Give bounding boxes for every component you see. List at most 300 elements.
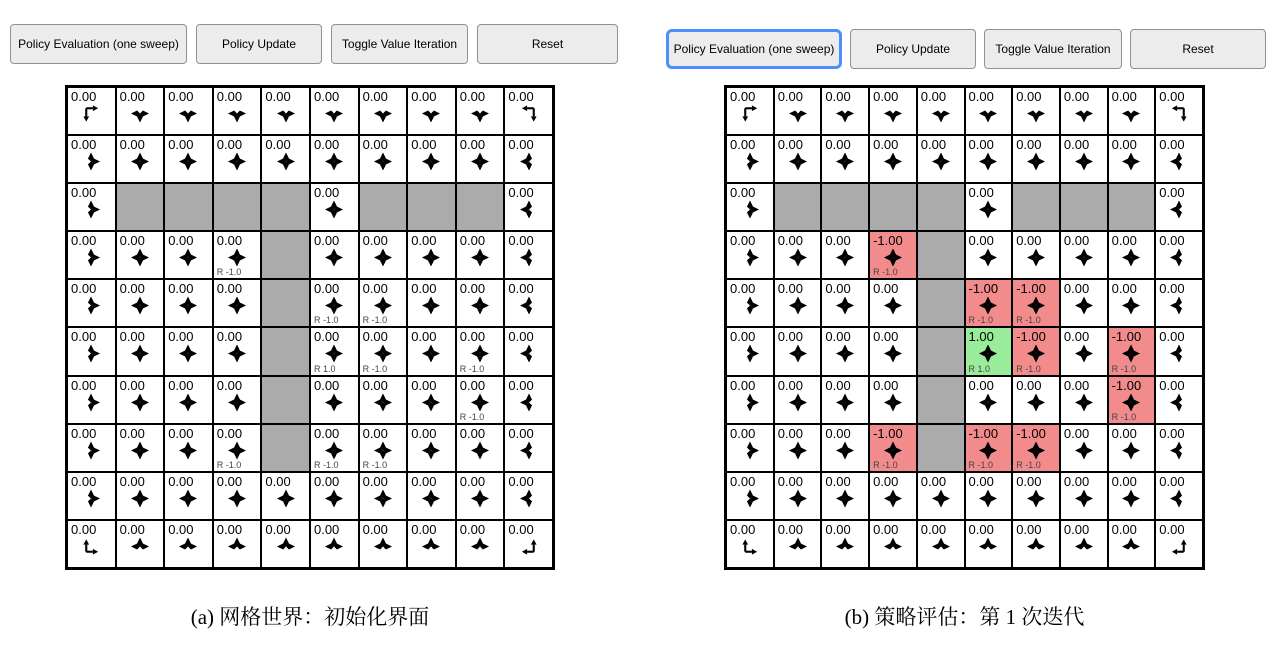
grid-cell [359, 87, 408, 135]
cell-value: 0.00 [216, 281, 243, 297]
grid-cell [456, 135, 505, 183]
policy-arrows-icon [325, 441, 344, 460]
grid-cell [213, 279, 262, 327]
grid-cell [1155, 520, 1203, 568]
policy-arrows-icon [519, 537, 538, 556]
policy-arrows-icon [1170, 104, 1189, 123]
cell-value: 0.00 [873, 377, 899, 393]
grid-cell [965, 327, 1013, 375]
cell-value: 0.00 [1063, 89, 1090, 104]
policy-arrows-icon [325, 296, 344, 315]
cell-reward-label: R -1.0 [968, 315, 994, 326]
cell-value: 0.00 [730, 473, 756, 489]
cell-value: 0.00 [1111, 281, 1137, 297]
grid-cell [164, 520, 213, 568]
policy-arrows-icon [519, 489, 538, 508]
grid-cell [504, 472, 553, 520]
grid-cell [359, 472, 408, 520]
policy-arrows-icon [931, 104, 950, 123]
cell-value: 0.00 [71, 425, 97, 441]
grid-cell [774, 87, 822, 135]
grid-cell [1012, 424, 1060, 472]
policy-arrows-icon [228, 248, 247, 267]
grid-cell [213, 327, 262, 375]
cell-value: 0.00 [216, 89, 243, 104]
policy-arrows-icon [179, 296, 198, 315]
cell-value: -1.00 [968, 425, 999, 441]
grid-cell [726, 327, 774, 375]
caption-a: (a) 网格世界：初始化界面 [190, 605, 430, 629]
policy-arrows-icon [276, 104, 295, 123]
wall-cell [917, 424, 965, 472]
policy-arrows-icon [519, 393, 538, 412]
grid-cell [504, 135, 553, 183]
cell-value: 0.00 [730, 521, 756, 537]
policy-arrows-icon [740, 441, 759, 460]
grid-cell [116, 87, 165, 135]
policy-arrows-icon [1074, 152, 1093, 171]
cell-value: 0.00 [411, 425, 437, 441]
grid-cell [1012, 279, 1060, 327]
cell-value: 0.00 [119, 473, 145, 489]
cell-value: 0.00 [730, 425, 756, 441]
cell-value: 0.00 [825, 89, 851, 104]
grid-cell [821, 424, 869, 472]
policy-arrows-icon [1027, 296, 1046, 315]
cell-value: 0.00 [411, 281, 437, 297]
grid-cell [213, 87, 262, 135]
grid-cell [869, 520, 917, 568]
wall-cell [917, 327, 965, 375]
grid-cell [917, 87, 965, 135]
cell-value: 0.00 [216, 473, 243, 489]
policy-arrows-icon [1122, 104, 1141, 123]
cell-value: 0.00 [362, 377, 388, 393]
grid-cell [1060, 424, 1108, 472]
grid-cell [164, 424, 213, 472]
grid-cell [726, 376, 774, 424]
policy-arrows-icon [228, 393, 247, 412]
policy-arrows-icon [179, 393, 198, 412]
cell-value: 0.00 [362, 233, 388, 249]
cell-value: -1.00 [1016, 425, 1046, 441]
policy-arrows-icon [1170, 200, 1189, 219]
grid-cell [1108, 520, 1156, 568]
grid-cell [1012, 327, 1060, 375]
cell-value: 0.00 [411, 377, 437, 393]
policy-arrows-icon [883, 296, 902, 315]
cell-value: 0.00 [508, 89, 534, 104]
cell-value: 0.00 [1159, 377, 1185, 393]
wall-cell [213, 183, 262, 231]
wall-cell [407, 183, 456, 231]
cell-value: 0.00 [873, 521, 899, 537]
cell-reward-label: R 1.0 [968, 363, 991, 374]
grid-cell [116, 520, 165, 568]
cell-value: 0.00 [508, 329, 534, 345]
policy-arrows-icon [931, 489, 950, 508]
toggle-value-iteration-button-a[interactable]: Toggle Value Iteration [331, 24, 468, 64]
policy-arrows-icon [471, 104, 490, 123]
grid-cell [504, 183, 553, 231]
grid-cell [726, 135, 774, 183]
grid-cell [1108, 327, 1156, 375]
policy-arrows-icon [788, 104, 807, 123]
cell-value: 0.00 [825, 377, 851, 393]
policy-arrows-icon [1074, 248, 1093, 267]
policy-arrows-icon [82, 441, 101, 460]
policy-arrows-icon [82, 104, 101, 123]
policy-arrows-icon [1122, 537, 1141, 556]
policy-arrows-icon [82, 537, 101, 556]
cell-value: 0.00 [119, 89, 145, 104]
grid-cell [504, 520, 553, 568]
cell-value: 0.00 [313, 425, 340, 441]
grid-cell [164, 135, 213, 183]
wall-cell [1108, 183, 1156, 231]
cell-value: 0.00 [777, 521, 803, 537]
grid-cell [1060, 472, 1108, 520]
policy-arrows-icon [471, 393, 490, 412]
policy-arrows-icon [1170, 489, 1189, 508]
grid-cell [116, 424, 165, 472]
policy-arrows-icon [979, 248, 998, 267]
wall-cell [261, 327, 310, 375]
policy-arrows-icon [836, 441, 855, 460]
cell-value: 0.00 [968, 377, 994, 393]
cell-value: -1.00 [968, 281, 999, 297]
cell-value: 0.00 [1111, 233, 1137, 249]
reset-button-a[interactable]: Reset [477, 24, 618, 64]
grid-cell [774, 231, 822, 279]
policy-arrows-icon [422, 104, 441, 123]
policy-arrows-icon [471, 296, 490, 315]
policy-arrows-icon [519, 104, 538, 123]
grid-cell [965, 183, 1013, 231]
cell-value: 0.00 [1159, 185, 1185, 201]
policy-arrows-icon [1170, 248, 1189, 267]
cell-value: 0.00 [777, 89, 803, 104]
grid-cell [1108, 472, 1156, 520]
policy-arrows-icon [1027, 152, 1046, 171]
cell-value: 0.00 [920, 89, 947, 104]
cell-value: 0.00 [265, 521, 291, 537]
cell-value: 0.00 [411, 233, 437, 249]
grid-cell [504, 424, 553, 472]
grid-cell [1155, 376, 1203, 424]
grid-cell [869, 472, 917, 520]
cell-value: 0.00 [71, 233, 97, 249]
policy-arrows-icon [519, 248, 538, 267]
cell-value: 0.00 [1016, 233, 1042, 249]
grid-cell [310, 279, 359, 327]
policy-arrows-icon [373, 441, 392, 460]
policy-arrows-icon [130, 441, 149, 460]
cell-value: 0.00 [313, 89, 340, 104]
grid-cell [1012, 376, 1060, 424]
policy-arrows-icon [788, 344, 807, 363]
grid-cell [67, 183, 116, 231]
grid-cell [407, 472, 456, 520]
grid-cell [774, 472, 822, 520]
grid-cell [456, 87, 505, 135]
grid-cell [407, 279, 456, 327]
cell-value: 0.00 [459, 473, 486, 489]
grid-cell [1012, 231, 1060, 279]
grid-cell [1155, 183, 1203, 231]
cell-value: 0.00 [1063, 473, 1090, 489]
wall-cell [359, 183, 408, 231]
cell-value: 0.00 [873, 473, 899, 489]
policy-arrows-icon [1170, 537, 1189, 556]
cell-value: 0.00 [1016, 377, 1042, 393]
cell-value: 0.00 [168, 377, 194, 393]
policy-arrows-icon [422, 441, 441, 460]
policy-arrows-icon [1074, 344, 1093, 363]
cell-value: 0.00 [1111, 89, 1137, 104]
cell-value: 0.00 [459, 521, 486, 537]
policy-arrows-icon [471, 344, 490, 363]
wall-cell [869, 183, 917, 231]
grid-cell [310, 135, 359, 183]
cell-value: 0.00 [777, 473, 803, 489]
cell-value: 0.00 [119, 521, 145, 537]
policy-arrows-icon [1074, 441, 1093, 460]
grid-cell [1108, 231, 1156, 279]
cell-value: 0.00 [777, 377, 803, 393]
cell-value: 0.00 [459, 377, 486, 393]
grid-cell [456, 472, 505, 520]
grid-cell [164, 376, 213, 424]
cell-value: 0.00 [968, 521, 994, 537]
cell-value: 0.00 [119, 233, 145, 249]
grid-cell [1108, 279, 1156, 327]
grid-cell [965, 520, 1013, 568]
cell-value: 0.00 [968, 89, 994, 104]
policy-evaluation-button-a[interactable]: Policy Evaluation (one sweep) [10, 24, 187, 64]
grid-cell [1012, 520, 1060, 568]
grid-cell [774, 135, 822, 183]
policy-arrows-icon [740, 489, 759, 508]
grid-cell [116, 472, 165, 520]
cell-value: 0.00 [168, 137, 194, 153]
grid-cell [261, 87, 310, 135]
cell-value: 0.00 [730, 329, 756, 345]
policy-arrows-icon [519, 296, 538, 315]
policy-arrows-icon [1170, 296, 1189, 315]
policy-arrows-icon [471, 537, 490, 556]
cell-value: 0.00 [730, 281, 756, 297]
cell-reward-label: R -1.0 [216, 459, 242, 470]
grid-cell [965, 231, 1013, 279]
policy-arrows-icon [373, 152, 392, 171]
grid-cell [1060, 135, 1108, 183]
cell-value: 0.00 [730, 185, 756, 201]
cell-value: 0.00 [968, 233, 994, 249]
reset-button-b[interactable]: Reset [1130, 29, 1266, 69]
cell-value: 0.00 [825, 329, 851, 345]
cell-value: 0.00 [825, 521, 851, 537]
cell-value: 0.00 [777, 137, 803, 153]
policy-arrows-icon [836, 393, 855, 412]
policy-arrows-icon [373, 248, 392, 267]
policy-arrows-icon [1122, 393, 1141, 412]
grid-cell [1060, 87, 1108, 135]
policy-arrows-icon [325, 344, 344, 363]
grid-cell [1108, 424, 1156, 472]
grid-cell [1155, 87, 1203, 135]
policy-arrows-icon [130, 248, 149, 267]
policy-arrows-icon [325, 248, 344, 267]
cell-value: 0.00 [168, 89, 194, 104]
policy-arrows-icon [979, 152, 998, 171]
grid-cell [359, 376, 408, 424]
policy-arrows-icon [836, 296, 855, 315]
caption-b: (b) 策略评估：第 1 次迭代 [844, 605, 1085, 629]
grid-cell [261, 520, 310, 568]
policy-arrows-icon [519, 344, 538, 363]
policy-arrows-icon [276, 489, 295, 508]
cell-value: 0.00 [920, 473, 947, 489]
cell-value: 0.00 [825, 425, 851, 441]
grid-cell [1012, 472, 1060, 520]
grid-cell [407, 327, 456, 375]
grid-cell [869, 279, 917, 327]
cell-value: 0.00 [216, 377, 243, 393]
cell-reward-label: R -1.0 [873, 267, 898, 278]
grid-cell [359, 520, 408, 568]
cell-value: 0.00 [411, 329, 437, 345]
grid-cell [164, 327, 213, 375]
policy-arrows-icon [82, 200, 101, 219]
policy-arrows-icon [373, 393, 392, 412]
cell-value: 0.00 [313, 185, 340, 201]
policy-arrows-icon [788, 537, 807, 556]
policy-arrows-icon [883, 152, 902, 171]
policy-arrows-icon [979, 104, 998, 123]
cell-value: 0.00 [459, 137, 486, 153]
policy-arrows-icon [82, 393, 101, 412]
grid-cell [407, 231, 456, 279]
policy-arrows-icon [325, 200, 344, 219]
grid-cell [164, 279, 213, 327]
grid-cell [1155, 424, 1203, 472]
cell-value: 0.00 [119, 377, 145, 393]
cell-value: 0.00 [71, 281, 97, 297]
cell-reward-label: R -1.0 [362, 363, 388, 374]
cell-value: 0.00 [1063, 377, 1090, 393]
cell-value: 0.00 [825, 473, 851, 489]
wall-cell [261, 279, 310, 327]
grid-cell [774, 424, 822, 472]
cell-value: 0.00 [71, 89, 97, 104]
policy-arrows-icon [740, 393, 759, 412]
cell-value: 0.00 [411, 89, 437, 104]
policy-arrows-icon [130, 104, 149, 123]
cell-value: -1.00 [1016, 281, 1046, 297]
grid-cell [504, 376, 553, 424]
policy-arrows-icon [82, 489, 101, 508]
policy-arrows-icon [740, 537, 759, 556]
cell-reward-label: R -1.0 [968, 459, 994, 470]
grid-cell [1012, 135, 1060, 183]
cell-value: 0.00 [508, 425, 534, 441]
policy-arrows-icon [979, 537, 998, 556]
policy-arrows-icon [422, 393, 441, 412]
cell-value: 0.00 [1159, 521, 1185, 537]
policy-arrows-icon [373, 537, 392, 556]
grid-cell [726, 472, 774, 520]
cell-value: 0.00 [119, 329, 145, 345]
cell-reward-label: R -1.0 [362, 459, 388, 470]
cell-value: 0.00 [968, 137, 994, 153]
cell-value: 0.00 [119, 425, 145, 441]
grid-cell [310, 520, 359, 568]
cell-value: 0.00 [1063, 425, 1090, 441]
policy-arrows-icon [1074, 537, 1093, 556]
policy-arrows-icon [1170, 152, 1189, 171]
policy-arrows-icon [740, 200, 759, 219]
cell-value: 0.00 [730, 233, 756, 249]
grid-cell [821, 279, 869, 327]
grid-cell [869, 135, 917, 183]
policy-arrows-icon [228, 537, 247, 556]
cell-value: 0.00 [1159, 281, 1185, 297]
policy-evaluation-button-b[interactable]: Policy Evaluation (one sweep) [666, 29, 842, 69]
grid-cell [67, 279, 116, 327]
grid-cell [213, 231, 262, 279]
grid-cell [1108, 135, 1156, 183]
policy-update-button-b[interactable]: Policy Update [850, 29, 976, 69]
policy-arrows-icon [836, 104, 855, 123]
grid-cell [456, 327, 505, 375]
cell-value: -1.00 [1016, 329, 1046, 345]
grid-cell [917, 472, 965, 520]
cell-value: 0.00 [119, 137, 145, 153]
policy-arrows-icon [373, 489, 392, 508]
policy-arrows-icon [130, 489, 149, 508]
cell-value: 0.00 [362, 89, 388, 104]
policy-arrows-icon [836, 344, 855, 363]
wall-cell [261, 183, 310, 231]
grid-cell [310, 327, 359, 375]
grid-cell [774, 520, 822, 568]
cell-reward-label: R -1.0 [873, 459, 898, 470]
policy-arrows-icon [788, 489, 807, 508]
cell-value: 0.00 [459, 425, 486, 441]
grid-cell [456, 376, 505, 424]
policy-arrows-icon [228, 344, 247, 363]
policy-update-button-a[interactable]: Policy Update [196, 24, 322, 64]
cell-value: 0.00 [777, 425, 803, 441]
grid-cell [310, 183, 359, 231]
grid-cell [774, 279, 822, 327]
cell-value: 0.00 [1016, 473, 1042, 489]
cell-value: 0.00 [362, 473, 388, 489]
policy-arrows-icon [276, 152, 295, 171]
policy-arrows-icon [883, 248, 902, 267]
grid-cell [407, 520, 456, 568]
grid-cell [821, 376, 869, 424]
policy-arrows-icon [82, 152, 101, 171]
toggle-value-iteration-button-b[interactable]: Toggle Value Iteration [984, 29, 1122, 69]
cell-value: 0.00 [730, 89, 756, 104]
policy-arrows-icon [979, 344, 998, 363]
cell-value: 0.00 [1016, 137, 1042, 153]
policy-arrows-icon [883, 489, 902, 508]
grid-cell [821, 135, 869, 183]
policy-arrows-icon [373, 296, 392, 315]
